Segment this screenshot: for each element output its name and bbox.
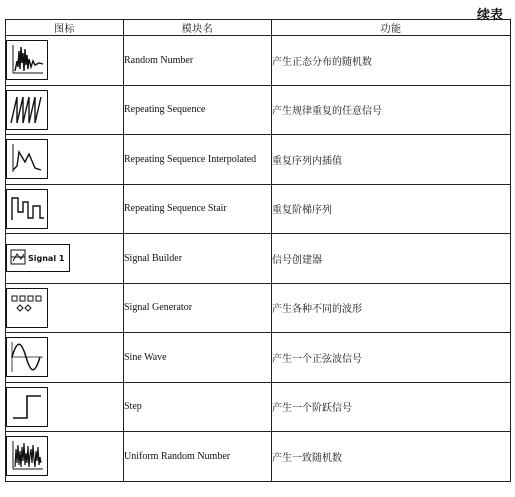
module-function: 重复序列内插值 <box>272 135 511 185</box>
module-function: 产生一致随机数 <box>272 432 511 482</box>
module-name: Step <box>124 382 272 432</box>
table-row <box>6 382 511 432</box>
table-row <box>6 333 511 383</box>
module-function: 产生正态分布的随机数 <box>272 36 511 86</box>
module-name: Uniform Random Number <box>124 432 272 482</box>
module-name: Repeating Sequence Stair <box>124 184 272 234</box>
module-function: 产生规律重复的任意信号 <box>272 85 511 135</box>
signal-builder-icon-text: Signal 1 <box>28 254 65 264</box>
module-name: Sine Wave <box>124 333 272 383</box>
table-row <box>6 432 511 482</box>
repeating-sequence-icon <box>6 90 48 130</box>
table-row <box>6 234 511 284</box>
module-name: Random Number <box>124 36 272 86</box>
uniform-random-number-icon <box>6 436 48 476</box>
module-function: 重复阶梯序列 <box>272 184 511 234</box>
module-name: Signal Builder <box>124 234 272 284</box>
block-table <box>5 19 511 482</box>
header-function: 功能 <box>272 20 511 36</box>
module-function: 产生一个正弦波信号 <box>272 333 511 383</box>
header-icon: 图标 <box>6 20 124 36</box>
sine-wave-icon <box>6 337 48 377</box>
continued-label: 续表 <box>476 8 503 23</box>
table-row <box>6 184 511 234</box>
signal-builder-icon <box>6 244 70 272</box>
module-name: Signal Generator <box>124 283 272 333</box>
table-row <box>6 283 511 333</box>
table-header-row <box>6 20 511 36</box>
module-name: Repeating Sequence Interpolated <box>124 135 272 185</box>
header-module: 模块名 <box>124 20 272 36</box>
random-number-icon <box>6 40 48 80</box>
repeating-sequence-stair-icon <box>6 189 48 229</box>
step-icon <box>6 387 48 427</box>
signal-generator-icon <box>6 288 48 328</box>
repeating-sequence-interpolated-icon <box>6 139 48 179</box>
module-function: 信号创建器 <box>272 234 511 284</box>
module-name: Repeating Sequence <box>124 85 272 135</box>
module-function: 产生一个阶跃信号 <box>272 382 511 432</box>
module-function: 产生各种不同的波形 <box>272 283 511 333</box>
table-row <box>6 85 511 135</box>
table-row <box>6 36 511 86</box>
table-row <box>6 135 511 185</box>
